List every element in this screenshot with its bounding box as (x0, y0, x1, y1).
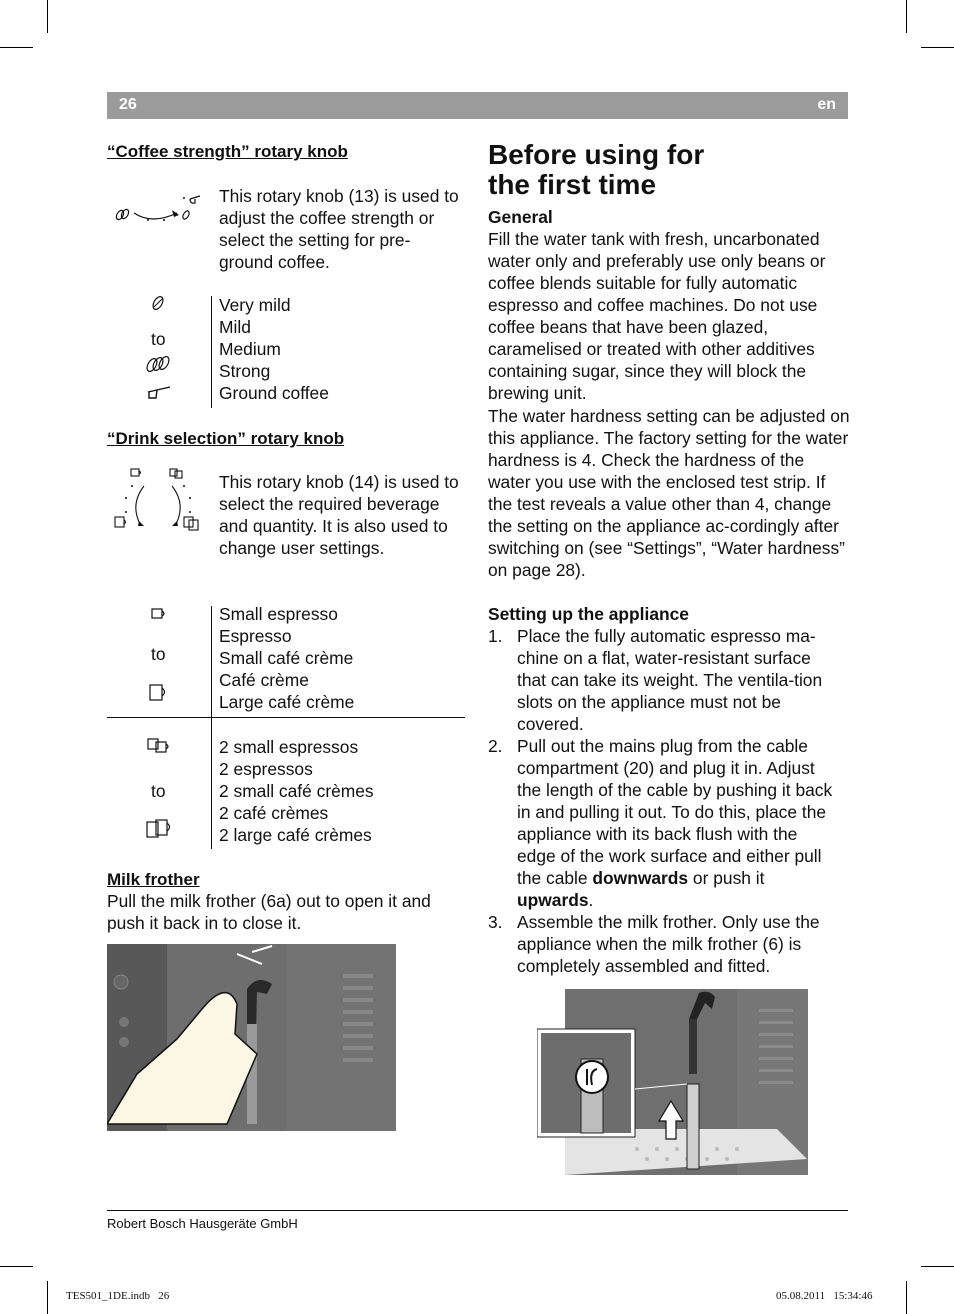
divider (211, 296, 212, 408)
single-drinks-list (219, 603, 354, 713)
crop-mark (0, 47, 33, 48)
step-number: 3. (488, 912, 503, 932)
ground-coffee-icon (146, 384, 172, 402)
setup-heading: Setting up the appliance (488, 604, 689, 624)
list-item (488, 625, 838, 735)
drink-item: 2 café crèmes (219, 803, 329, 823)
strength-level: Mild (219, 317, 251, 337)
drink-selection-description: This rotary knob (14) is used to select the required beverage and quantity. It is also used to change user settings. (219, 472, 459, 558)
drink-item: 2 large café crèmes (219, 825, 372, 845)
step-emphasis: upwards (517, 890, 589, 910)
drink-selection-title: “Drink selection” rotary knob (107, 429, 345, 448)
crop-mark (0, 1266, 33, 1267)
drink-item: 2 small espressos (219, 737, 359, 757)
milk-frother-title: Milk frother (107, 870, 200, 889)
drinks-to-label: to (151, 644, 166, 664)
list-item (488, 735, 838, 911)
page-title-line: Before using for (488, 139, 705, 170)
milk-frother-illustration (107, 944, 396, 1131)
coffee-strength-title: “Coffee strength” rotary knob (107, 142, 348, 161)
drink-selection-knob-icon (112, 466, 204, 532)
strength-level: Medium (219, 339, 281, 359)
step-text: or push it (688, 868, 765, 888)
strength-levels-list (219, 294, 329, 404)
drink-item: 2 espressos (219, 759, 313, 779)
strength-level: Very mild (219, 295, 291, 315)
setup-steps-list (488, 625, 838, 977)
step-text: Place the fully automatic espresso ma-chine on a flat, water-resistant surface that can take its weight. The ventila-tion slots on the appliance must not be covered. (517, 626, 823, 734)
milk-frother-text: Pull the milk frother (6a) out to open it and push it back in to close it. (107, 891, 431, 933)
page-title-line: the first time (488, 169, 657, 200)
strength-to-label: to (151, 329, 166, 349)
bean-icon-single (149, 293, 167, 313)
drink-item: Small espresso (219, 604, 338, 624)
large-cup-icon (148, 682, 170, 704)
bean-icon-triple (144, 353, 172, 375)
drink-item: 2 small café crèmes (219, 781, 374, 801)
crop-mark (906, 1281, 907, 1314)
coffee-strength-description: This rotary knob (13) is used to adjust the coffee strength or select the setting for pre-ground coffee. (219, 186, 459, 272)
general-heading: General (488, 207, 553, 227)
coffee-strength-knob-icon (112, 190, 207, 226)
step-text: Assemble the milk frother. Only use the appliance when the milk frother (6) is completely assembled and fitted. (517, 912, 820, 976)
page-title (488, 140, 704, 200)
double-drinks-to-label: to (151, 781, 166, 801)
footer-file: TES501_1DE.indb 26 (66, 1290, 170, 1302)
step-number: 1. (488, 626, 503, 646)
table-separator (107, 717, 465, 718)
step-text: . (588, 890, 594, 910)
step-emphasis: downwards (592, 868, 689, 888)
crop-mark (921, 1266, 954, 1267)
drink-item: Espresso (219, 626, 292, 646)
footer-company: Robert Bosch Hausgeräte GmbH (107, 1216, 298, 1231)
footer-timestamp: 05.08.2011 15:34:46 (776, 1290, 873, 1302)
page-header (107, 92, 848, 119)
strength-level: Ground coffee (219, 383, 329, 403)
divider (211, 606, 212, 849)
list-item (488, 911, 838, 977)
page-number: 26 (119, 96, 137, 113)
drink-item: Café crème (219, 670, 309, 690)
step-number: 2. (488, 736, 503, 756)
double-small-cup-icon (146, 736, 172, 754)
language-code: en (817, 96, 836, 113)
double-drinks-list (219, 736, 374, 846)
drink-item: Small café crème (219, 648, 354, 668)
general-paragraph-2: The water hardness setting can be adjusted on this appliance. The factory setting for the water hardness is 4. Check the hardness of the water you use with the enclosed test strip. If the test reveals a value other than 4, change the setting on the appliance ac-cordingly after switching on (see “Settings”, “Water hardness” on page 28). (488, 406, 850, 580)
strength-level: Strong (219, 361, 271, 381)
crop-mark (906, 0, 907, 33)
drink-item: Large café crème (219, 692, 355, 712)
general-paragraph-1: Fill the water tank with fresh, uncarbonated water only and preferably use only beans or coffee blends suitable for fully automatic espresso and coffee machines. Do not use coffee beans that have been glazed, caramelised or treated with other additives containing sugar, since they will block the brewing unit. (488, 229, 826, 403)
crop-mark (47, 1281, 48, 1314)
crop-mark (921, 47, 954, 48)
step-text: Pull out the mains plug from the cable compartment (20) and plug it in. Adjust the length of the cable by pushing it back in and pulling it out. To do this, place the appliance with its back flush with the edge of the work surface and either pull the cable (517, 736, 833, 888)
footer-rule (107, 1210, 848, 1211)
double-large-cup-icon (145, 818, 173, 842)
milk-frother-assembly-illustration (537, 989, 808, 1175)
small-cup-icon (150, 606, 168, 622)
crop-mark (47, 0, 48, 33)
